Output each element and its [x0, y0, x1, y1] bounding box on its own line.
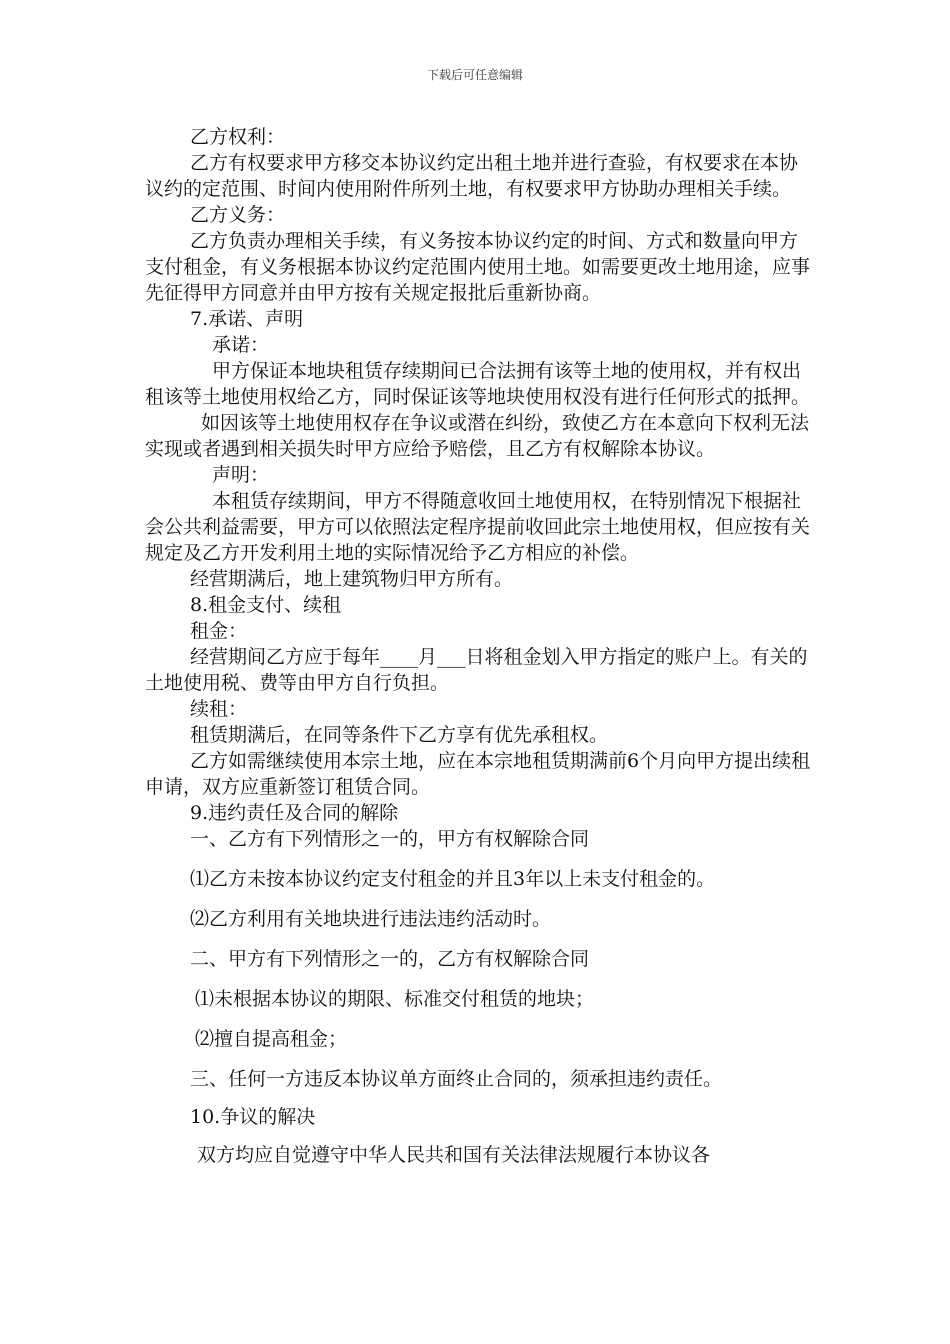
- paragraph: 乙方有权要求甲方移交本协议约定出租土地并进行查验，有权要求在本协议约的定范围、时间内使用附件所列土地，有权要求甲方协助办理相关手续。: [145, 152, 799, 200]
- paragraph: 乙方权利：: [190, 126, 286, 148]
- page-header-note: 下载后可任意编辑: [426, 68, 523, 82]
- paragraph: 经营期间乙方应于每年____月___日将租金划入甲方指定的账户上。有关的土地使用税、费等由甲方自行负担。: [145, 646, 808, 694]
- paragraph: 乙方如需继续使用本宗土地，应在本宗地租赁期满前6个月向甲方提出续租申请，双方应重新签订租赁合同。: [145, 750, 811, 798]
- paragraph: 如因该等土地使用权存在争议或潜在纠纷，致使乙方在本意向下权利无法实现或者遇到相关损失时甲方应给予赔偿，且乙方有权解除本协议。: [145, 412, 810, 460]
- paragraph: 乙方义务：: [190, 204, 286, 226]
- paragraph: 一、乙方有下列情形之一的，甲方有权解除合同: [190, 828, 590, 850]
- list-item: ⑵擅自提高租金；: [195, 1028, 348, 1050]
- section-heading: 7.承诺、声明: [190, 308, 304, 330]
- section-heading: 9.违约责任及合同的解除: [190, 802, 399, 824]
- paragraph: 二、甲方有下列情形之一的，乙方有权解除合同: [190, 948, 590, 970]
- list-item: ⑴未根据本协议的期限、标准交付租赁的地块；: [195, 988, 595, 1010]
- paragraph: 乙方负责办理相关手续，有义务按本协议约定的时间、方式和数量向甲方支付租金，有义务根据本协议约定范围内使用土地。如需要更改土地用途，应事先征得甲方同意并由甲方按有关规定报批后重新协商。: [145, 230, 811, 304]
- paragraph: 承诺：: [212, 334, 270, 356]
- section-heading: 10.争议的解决: [190, 1106, 316, 1128]
- paragraph: 甲方保证本地块租赁存续期间已合法拥有该等土地的使用权，并有权出租该等土地使用权给乙方，同时保证该等地块使用权没有进行任何形式的抵押。: [145, 360, 811, 408]
- list-item: ⑴乙方未按本协议约定支付租金的并且3年以上未支付租金的。: [190, 868, 716, 890]
- paragraph: 续租：: [190, 698, 248, 720]
- list-item: ⑵乙方利用有关地块进行违法违约活动时。: [190, 908, 552, 930]
- paragraph: 三、任何一方违反本协议单方面终止合同的，须承担违约责任。: [190, 1068, 723, 1090]
- paragraph: 声明：: [212, 464, 270, 486]
- paragraph: 租赁期满后，在同等条件下乙方享有优先承租权。: [190, 724, 609, 746]
- section-heading: 8.租金支付、续租: [190, 594, 342, 616]
- paragraph: 双方均应自觉遵守中华人民共和国有关法律法规履行本协议各: [197, 1144, 711, 1166]
- paragraph: 租金：: [190, 620, 248, 642]
- document-body: [145, 124, 815, 1168]
- paragraph: 本租赁存续期间，甲方不得随意收回土地使用权，在特别情况下根据社会公共利益需要，甲方可以依照法定程序提前收回此宗土地使用权，但应按有关规定及乙方开发利用土地的实际情况给予乙方相应的补偿。: [145, 490, 811, 564]
- paragraph: 经营期满后，地上建筑物归甲方所有。: [190, 568, 514, 590]
